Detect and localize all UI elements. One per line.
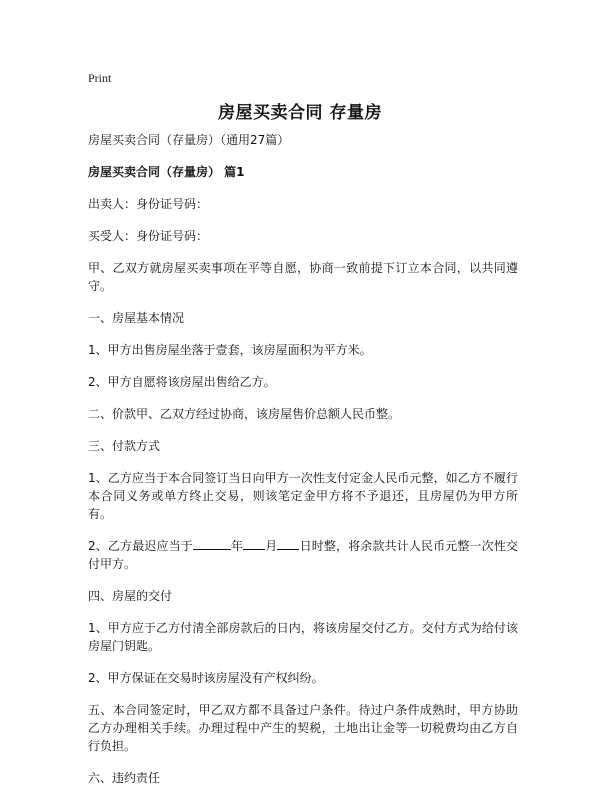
heading-delivery: 四、房屋的交付 (88, 589, 173, 603)
clause-3-2-part3: 月 (265, 539, 278, 553)
paragraph-preamble: 甲、乙双方就房屋买卖事项在平等自愿，协商一致前提下订立本合同，以共同遵守。 (88, 261, 518, 293)
heading-house-info: 一、房屋基本情况 (88, 311, 185, 325)
paragraph-buyer: 买受人：身份证号码： (88, 229, 209, 243)
clause-4-2: 2、甲方保证在交易时该房屋没有产权纠纷。 (88, 671, 324, 685)
clause-3-2 (88, 537, 518, 573)
clause-1-2: 2、甲方自愿将该房屋出售给乙方。 (88, 375, 276, 389)
heading-liability: 六、违约责任 (88, 771, 161, 785)
blank-month (243, 537, 265, 550)
clause-price: 二、价款甲、乙双方经过协商，该房屋售价总额人民币整。 (88, 407, 401, 421)
document-subtitle: 房屋买卖合同（存量房） 篇1 (88, 165, 245, 179)
clause-3-2-part4: 日时整，将余款共计人民币元整一次性交付甲方。 (88, 539, 518, 571)
clause-3-2-part1: 2、乙方最迟应当于 (88, 539, 193, 553)
paragraph-seller: 出卖人：身份证号码： (88, 197, 209, 211)
blank-day (277, 537, 299, 550)
print-link[interactable]: Print (88, 71, 112, 85)
clause-1-1: 1、甲方出售房屋坐落于壹套，该房屋面积为平方米。 (88, 343, 372, 357)
clause-3-1: 1、乙方应当于本合同签订当日向甲方一次性支付定金人民币元整，如乙方不履行本合同义务或单方终止交易，则该笔定金甲方将不予退还，且房屋仍为甲方所有。 (88, 471, 518, 521)
clause-4-1: 1、甲方应于乙方付清全部房款后的日内，将该房屋交付乙方。交付方式为给付该房屋门钥匙。 (88, 621, 518, 653)
clause-5: 五、本合同签定时，甲乙双方都不具备过户条件。待过户条件成熟时，甲方协助乙方办理相关手续。办理过程中产生的契税，土地出让金等一切税费均由乙方自行负担。 (88, 703, 518, 753)
document-intro: 房屋买卖合同（存量房）（通用27篇） (88, 133, 290, 147)
heading-payment: 三、付款方式 (88, 439, 161, 453)
clause-3-2-part2: 年 (230, 539, 244, 553)
blank-year (193, 537, 231, 550)
document-title: 房屋买卖合同 存量房 (218, 103, 382, 123)
document-body (88, 131, 518, 801)
